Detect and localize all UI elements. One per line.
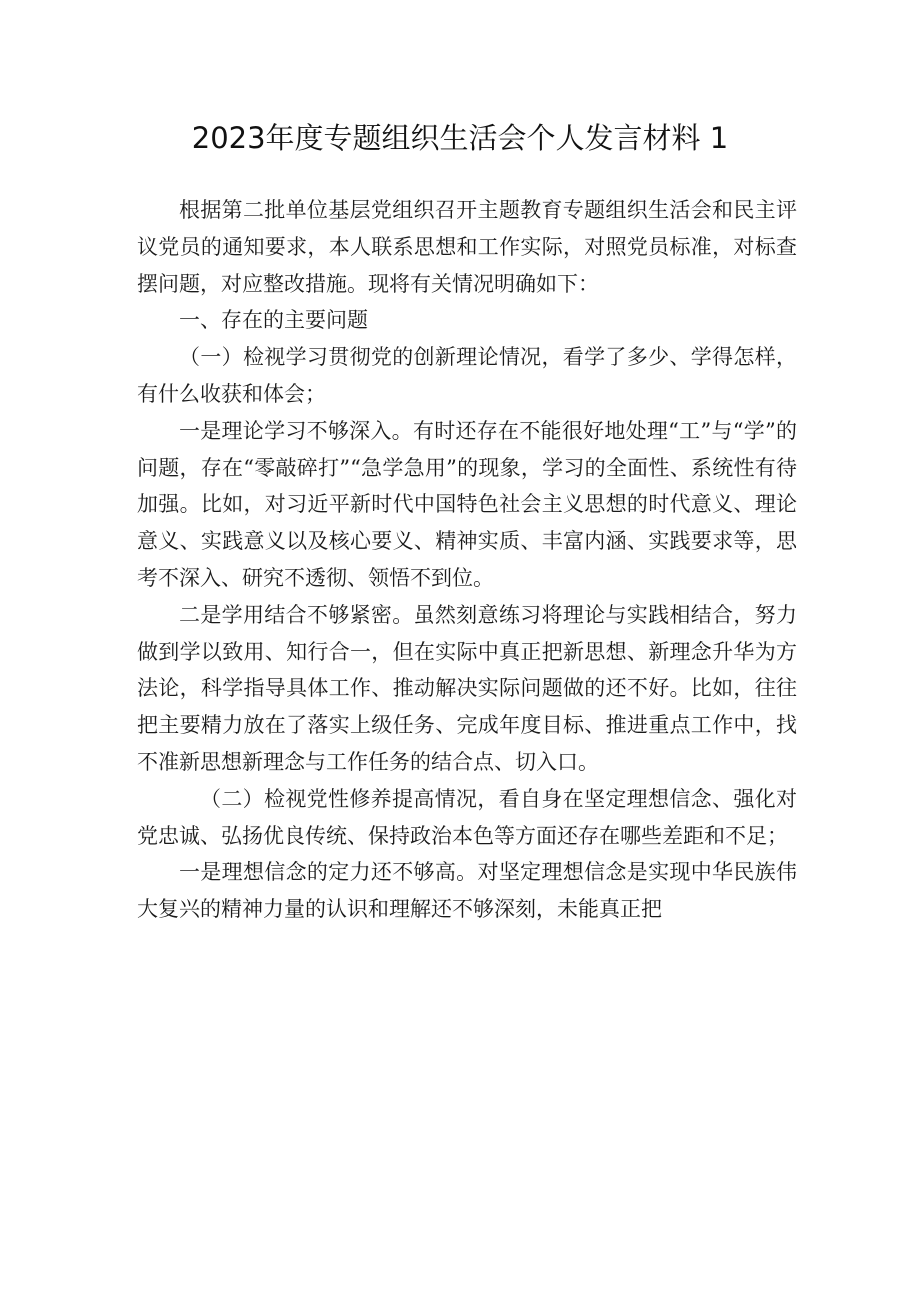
paragraph-intro: 根据第二批单位基层党组织召开主题教育专题组织生活会和民主评议党员的通知要求，本人联系思想和工作实际，对照党员标准，对标查摆问题，对应整改措施。现将有关情况明确如下： <box>137 198 797 296</box>
subsection-heading-party-spirit: （二）检视党性修养提高情况，看自身在坚定理想信念、强化对党忠诚、弘扬优良传统、保持政治本色等方面还存在哪些差距和不足； <box>137 786 797 848</box>
paragraph-study-application: 二是学用结合不够紧密。虽然刻意练习将理论与实践相结合，努力做到学以致用、知行合一，但在实际中真正把新思想、新理念升华为方法论，科学指导具体工作、推动解决实际问题做的还不好。比如，往往把主要精力放在了落实上级任务、完成年度目标、推进重点工作中，找不准新思想新理念与工作任务的结合点、切入口。 <box>137 602 797 774</box>
document-body <box>137 192 797 928</box>
section-heading-main-problems: 一、存在的主要问题 <box>179 308 368 333</box>
paragraph-ideals-beliefs: 一是理想信念的定力还不够高。对坚定理想信念是实现中华民族伟大复兴的精神力量的认识和理解还不够深刻，未能真正把 <box>137 860 797 922</box>
subsection-heading-theory-study: （一）检视学习贯彻党的创新理论情况，看学了多少、学得怎样，有什么收获和体会； <box>137 345 797 406</box>
document-title: 2023年度专题组织生活会个人发言材料 1 <box>191 121 729 155</box>
paragraph-theory-study-depth: 一是理论学习不够深入。有时还存在不能很好地处理“工”与“学”的问题，存在“零敲碎打”“急学急用”的现象，学习的全面性、系统性有待加强。比如，对习近平新时代中国特色社会主义思想的时代意义、理论意义、实践意义以及核心要义、精神实质、丰富内涵、实践要求等，思考不深入、研究不透彻、领悟不到位。 <box>137 418 797 590</box>
